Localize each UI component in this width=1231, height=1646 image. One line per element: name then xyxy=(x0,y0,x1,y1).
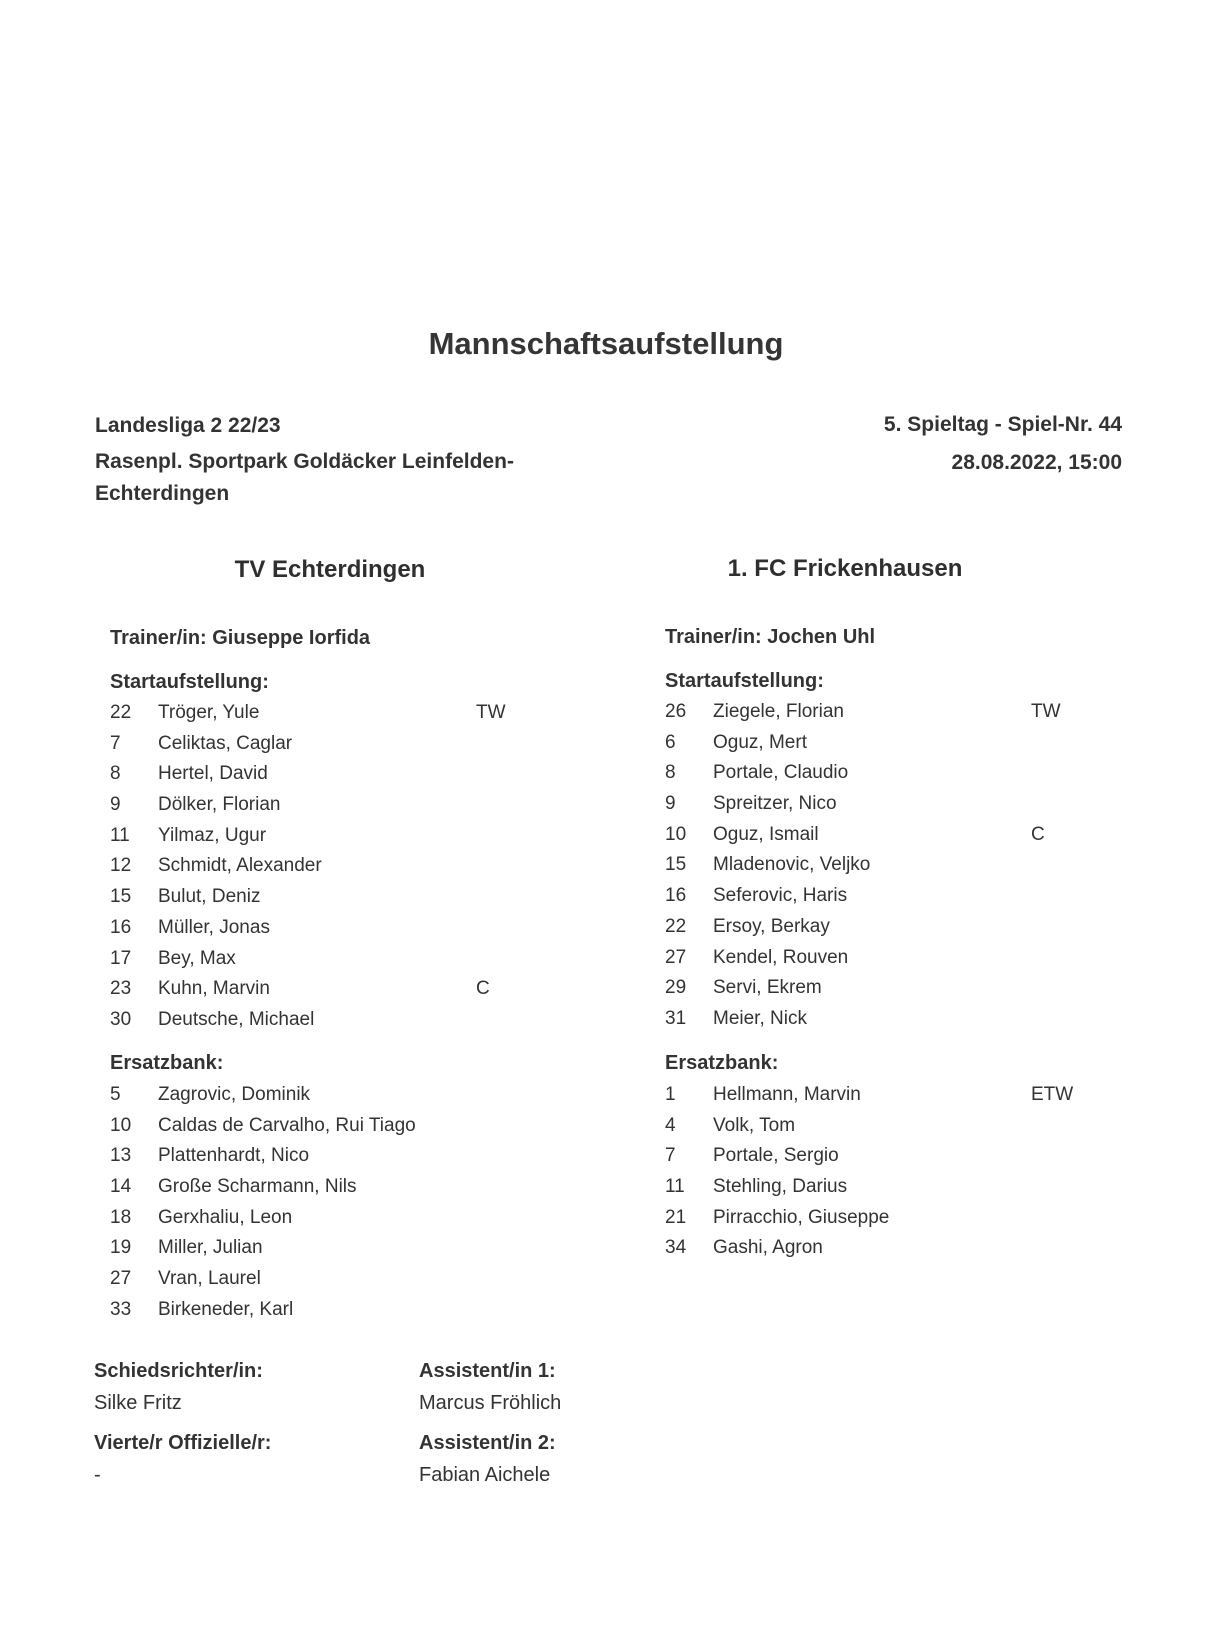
venue-line-1: Rasenpl. Sportpark Goldäcker Leinfelden- xyxy=(95,450,514,473)
player-row xyxy=(110,1264,590,1295)
player-row xyxy=(110,698,590,729)
player-row xyxy=(110,913,590,944)
player-number: 11 xyxy=(665,1176,685,1198)
player-name: Caldas de Carvalho, Rui Tiago xyxy=(158,1114,416,1136)
player-number: 8 xyxy=(665,762,676,784)
player-number: 17 xyxy=(110,947,132,969)
player-number: 9 xyxy=(665,793,676,815)
player-name: Mladenovic, Veljko xyxy=(713,854,871,876)
away-coach: Trainer/in: Jochen Uhl xyxy=(665,626,876,648)
home-team-name: TV Echterdingen xyxy=(234,556,426,583)
match-datetime: 28.08.2022, 15:00 xyxy=(951,451,1122,474)
venue-line-2: Echterdingen xyxy=(95,482,230,505)
player-number: 33 xyxy=(110,1298,132,1320)
away-team-name: 1. FC Frickenhausen xyxy=(727,555,963,582)
player-name: Oguz, Mert xyxy=(713,731,807,753)
player-row xyxy=(110,1141,590,1172)
player-row xyxy=(665,758,1125,789)
player-role: TW xyxy=(476,702,506,723)
player-number: 7 xyxy=(110,732,121,754)
player-name: Gerxhaliu, Leon xyxy=(158,1206,293,1228)
player-role: TW xyxy=(1031,701,1061,722)
player-number: 22 xyxy=(665,915,687,937)
player-number: 1 xyxy=(665,1084,676,1105)
home-coach: Trainer/in: Giuseppe Iorfida xyxy=(110,627,371,649)
player-name: Tröger, Yule xyxy=(158,702,260,723)
player-number: 15 xyxy=(110,886,132,908)
player-role: C xyxy=(1031,823,1045,845)
player-number: 21 xyxy=(665,1206,687,1228)
player-number: 26 xyxy=(665,701,687,722)
player-row xyxy=(665,1004,1125,1035)
player-number: 27 xyxy=(665,946,687,968)
player-row xyxy=(110,1233,590,1264)
player-number: 30 xyxy=(110,1008,132,1030)
matchday: 5. Spieltag - Spiel-Nr. 44 xyxy=(883,413,1122,436)
player-row xyxy=(665,820,1125,851)
player-number: 16 xyxy=(110,916,132,938)
player-row xyxy=(665,1141,1125,1172)
player-row xyxy=(665,789,1125,820)
player-name: Portale, Sergio xyxy=(713,1145,839,1167)
home-start-label: Startaufstellung: xyxy=(110,671,269,693)
player-number: 27 xyxy=(110,1268,132,1290)
player-name: Ersoy, Berkay xyxy=(713,915,830,937)
player-name: Oguz, Ismail xyxy=(713,823,819,845)
player-row xyxy=(110,759,590,790)
match-info-left xyxy=(95,408,615,512)
player-row xyxy=(110,1080,590,1111)
player-row xyxy=(665,912,1125,943)
player-name: Stehling, Darius xyxy=(713,1176,848,1198)
fourth-official-label: Vierte/r Offizielle/r: xyxy=(94,1432,272,1454)
away-start-list xyxy=(665,697,1125,1035)
referee-name: Silke Fritz xyxy=(94,1392,182,1414)
player-name: Dölker, Florian xyxy=(158,794,281,816)
player-row xyxy=(110,790,590,821)
player-name: Bey, Max xyxy=(158,947,236,969)
player-row xyxy=(110,944,590,975)
player-name: Müller, Jonas xyxy=(158,916,270,938)
player-row xyxy=(110,821,590,852)
player-role: ETW xyxy=(1031,1084,1074,1105)
assistant2-name: Fabian Aichele xyxy=(419,1464,551,1486)
player-number: 19 xyxy=(110,1237,132,1259)
player-row xyxy=(665,728,1125,759)
player-number: 18 xyxy=(110,1206,132,1228)
player-number: 7 xyxy=(665,1145,676,1167)
player-role: C xyxy=(476,978,490,1000)
player-number: 6 xyxy=(665,731,676,753)
player-number: 16 xyxy=(665,885,687,907)
league: Landesliga 2 22/23 xyxy=(95,414,281,437)
player-name: Pirracchio, Giuseppe xyxy=(713,1206,890,1228)
player-row xyxy=(665,881,1125,912)
player-number: 15 xyxy=(665,854,687,876)
player-row xyxy=(665,943,1125,974)
away-bench-label: Ersatzbank: xyxy=(665,1052,779,1074)
player-row xyxy=(110,882,590,913)
away-bench-list xyxy=(665,1080,1125,1264)
player-name: Volk, Tom xyxy=(713,1114,796,1136)
player-name: Yilmaz, Ugur xyxy=(158,824,267,846)
player-number: 23 xyxy=(110,978,132,1000)
player-row xyxy=(665,1203,1125,1234)
assistant1-name: Marcus Fröhlich xyxy=(419,1392,562,1414)
player-name: Große Scharmann, Nils xyxy=(158,1176,357,1198)
player-number: 31 xyxy=(665,1007,687,1029)
assistant1-label: Assistent/in 1: xyxy=(419,1360,556,1382)
player-number: 34 xyxy=(665,1237,687,1259)
referee-label: Schiedsrichter/in: xyxy=(94,1360,263,1382)
player-row xyxy=(110,851,590,882)
assistant2-label: Assistent/in 2: xyxy=(419,1432,556,1454)
player-number: 12 xyxy=(110,855,132,877)
player-number: 9 xyxy=(110,794,121,816)
player-row xyxy=(110,974,590,1005)
player-number: 4 xyxy=(665,1114,676,1136)
player-row xyxy=(665,1233,1125,1264)
player-name: Kuhn, Marvin xyxy=(158,978,270,1000)
player-name: Hellmann, Marvin xyxy=(713,1084,861,1105)
player-name: Kendel, Rouven xyxy=(713,946,849,968)
player-row xyxy=(665,1111,1125,1142)
player-name: Plattenhardt, Nico xyxy=(158,1145,310,1167)
player-name: Spreitzer, Nico xyxy=(713,793,837,815)
player-row xyxy=(665,1172,1125,1203)
player-name: Schmidt, Alexander xyxy=(158,855,322,877)
player-number: 13 xyxy=(110,1145,132,1167)
player-number: 10 xyxy=(665,823,687,845)
player-name: Birkeneder, Karl xyxy=(158,1298,294,1320)
match-info-right xyxy=(884,406,1122,482)
player-row xyxy=(110,1172,590,1203)
player-name: Ziegele, Florian xyxy=(713,701,844,722)
player-row xyxy=(110,1005,590,1036)
player-name: Seferovic, Haris xyxy=(713,885,848,907)
player-name: Miller, Julian xyxy=(158,1237,263,1259)
home-bench-list xyxy=(110,1080,590,1326)
player-number: 14 xyxy=(110,1176,132,1198)
player-number: 8 xyxy=(110,763,121,785)
player-name: Servi, Ekrem xyxy=(713,977,822,999)
home-bench-label: Ersatzbank: xyxy=(110,1052,224,1074)
player-name: Zagrovic, Dominik xyxy=(158,1084,311,1105)
player-number: 29 xyxy=(665,977,687,999)
player-row xyxy=(110,1111,590,1142)
player-row xyxy=(665,1080,1125,1111)
player-row xyxy=(665,697,1125,728)
page-title: Mannschaftsaufstellung xyxy=(428,326,784,361)
player-name: Deutsche, Michael xyxy=(158,1008,315,1030)
player-row xyxy=(110,729,590,760)
player-row xyxy=(665,973,1125,1004)
player-name: Celiktas, Caglar xyxy=(158,732,293,754)
home-start-list xyxy=(110,698,590,1036)
player-row xyxy=(665,850,1125,881)
fourth-official-name: - xyxy=(94,1464,101,1486)
player-name: Portale, Claudio xyxy=(713,762,849,784)
player-row xyxy=(110,1295,590,1326)
player-row xyxy=(110,1203,590,1234)
player-number: 11 xyxy=(110,824,130,846)
player-number: 10 xyxy=(110,1114,132,1136)
player-number: 5 xyxy=(110,1084,121,1105)
player-number: 22 xyxy=(110,702,132,723)
away-start-label: Startaufstellung: xyxy=(665,670,824,692)
player-name: Meier, Nick xyxy=(713,1007,807,1029)
player-name: Hertel, David xyxy=(158,763,268,785)
player-name: Gashi, Agron xyxy=(713,1237,823,1259)
player-name: Vran, Laurel xyxy=(158,1268,261,1290)
player-name: Bulut, Deniz xyxy=(158,886,261,908)
